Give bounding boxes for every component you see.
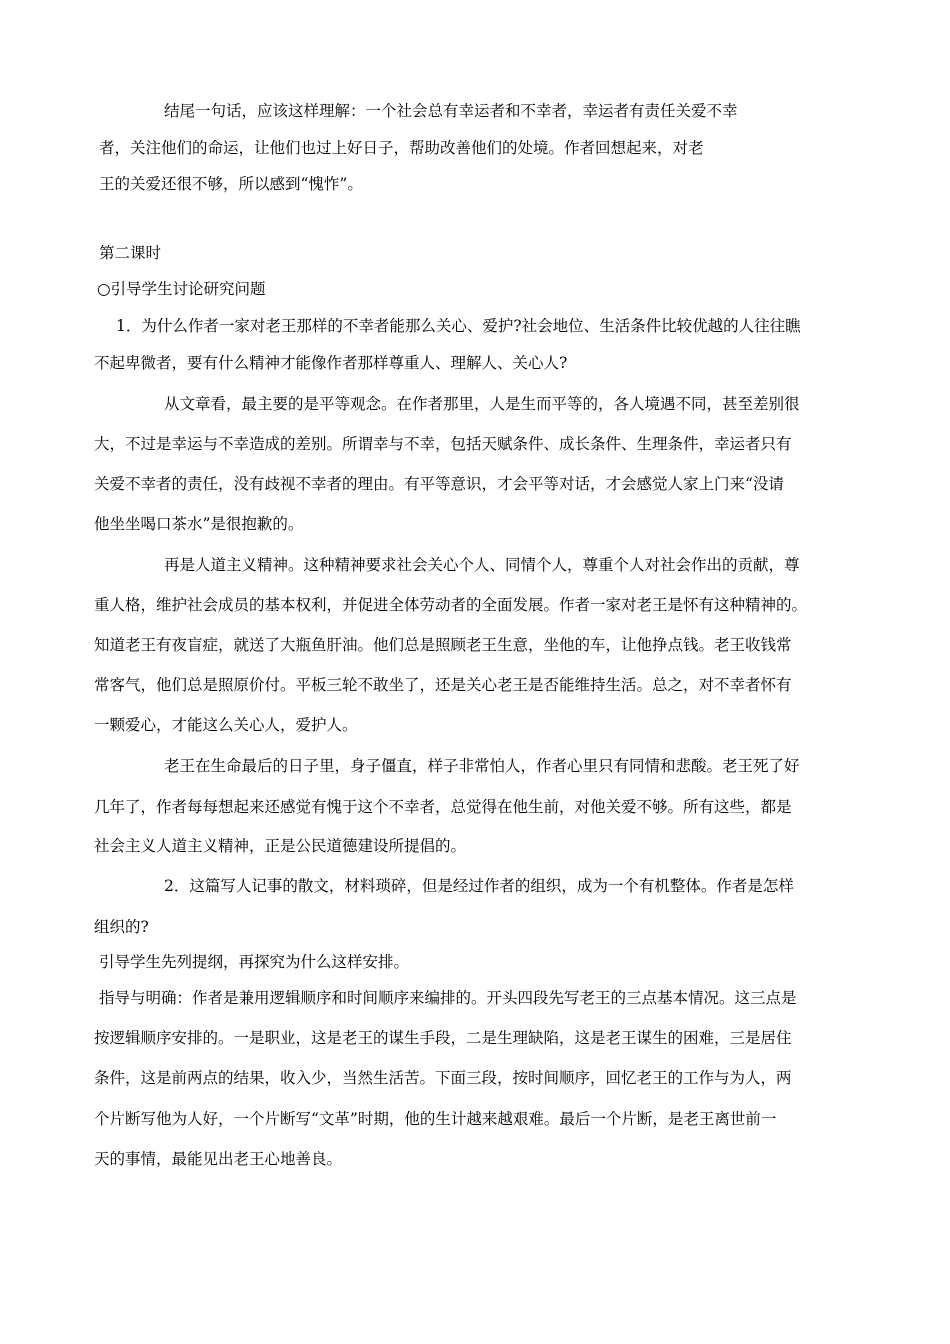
text-line: 引导学生先列提纲，再探究为什么这样安排。 — [99, 953, 410, 971]
text-line: 常客气，他们总是照原价付。平板三轮不敢坐了，还是关心老王是否能维持生活。总之，对不幸者怀有 — [94, 676, 792, 694]
text-line: 个片断写他为人好，一个片断写“文革”时期，他的生计越来越艰难。最后一个片断，是老王离世前一 — [94, 1110, 777, 1128]
text-line: 知道老王有夜盲症，就送了大瓶鱼肝油。他们总是照顾老王生意，坐他的车，让他挣点钱。老王收钱常 — [94, 636, 792, 654]
text-line: 老王在生命最后的日子里，身子僵直，样子非常怕人，作者心里只有同情和悲酸。老王死了好 — [164, 757, 800, 775]
text-line: 指导与明确：作者是兼用逻辑顺序和时间顺序来编排的。开头四段先写老王的三点基本情况。这三点是 — [99, 989, 797, 1007]
text-line: 大，不过是幸运与不幸造成的差别。所谓幸与不幸，包括天赋条件、成长条件、生理条件，幸运者只有 — [94, 435, 792, 453]
text-line: 天的事情，最能见出老王心地善良。 — [94, 1150, 343, 1168]
text-line: 王的关爱还很不够，所以感到“愧怍”。 — [99, 175, 363, 193]
section-heading: 第二课时 — [99, 244, 162, 262]
text-line: 2．这篇写人记事的散文，材料琐碎，但是经过作者的组织，成为一个有机整体。作者是怎样 — [164, 877, 794, 895]
text-line: 他坐坐喝口茶水”是很抱歉的。 — [94, 515, 304, 533]
text-line: 关爱不幸者的责任，没有歧视不幸者的理由。有平等意识，才会平等对话，才会感觉人家上门来“没请 — [94, 475, 784, 493]
text-line: 社会主义人道主义精神，正是公民道德建设所提倡的。 — [94, 837, 467, 855]
text-line: 重人格，维护社会成员的基本权利，并促进全体劳动者的全面发展。作者一家对老王是怀有这种精神的。 — [94, 596, 808, 614]
text-line: 再是人道主义精神。这种精神要求社会关心个人、同情个人，尊重个人对社会作出的贡献，尊 — [164, 556, 800, 574]
text-line: 条件，这是前两点的结果，收入少，当然生活苦。下面三段，按时间顺序，回忆老王的工作与为人，两 — [94, 1069, 792, 1087]
text-line: 者，关注他们的命运，让他们也过上好日子，帮助改善他们的处境。作者回想起来，对老 — [99, 139, 704, 157]
text-line: 从文章看，最主要的是平等观念。在作者那里，人是生而平等的，各人境遇不同，甚至差别很 — [164, 395, 800, 413]
text-line: 按逻辑顺序安排的。一是职业，这是老王的谋生手段，二是生理缺陷，这是老王谋生的困难，三是居住 — [94, 1029, 792, 1047]
text-line: 一颗爱心，才能这么关心人，爱护人。 — [94, 716, 358, 734]
text-line: 几年了，作者每每想起来还感觉有愧于这个不幸者，总觉得在他生前，对他关爱不够。所有这些，都是 — [94, 798, 792, 816]
text-line: ○引导学生讨论研究问题 — [97, 280, 266, 298]
text-line: 组织的? — [94, 918, 149, 936]
text-line: 结尾一句话，应该这样理解：一个社会总有幸运者和不幸者，幸运者有责任关爱不幸 — [164, 102, 738, 120]
text-line: 1．为什么作者一家对老王那样的不幸者能那么关心、爱护?社会地位、生活条件比较优越的人往往瞧 — [116, 317, 801, 335]
text-line: 不起卑微者，要有什么精神才能像作者那样尊重人、理解人、关心人? — [94, 354, 568, 372]
